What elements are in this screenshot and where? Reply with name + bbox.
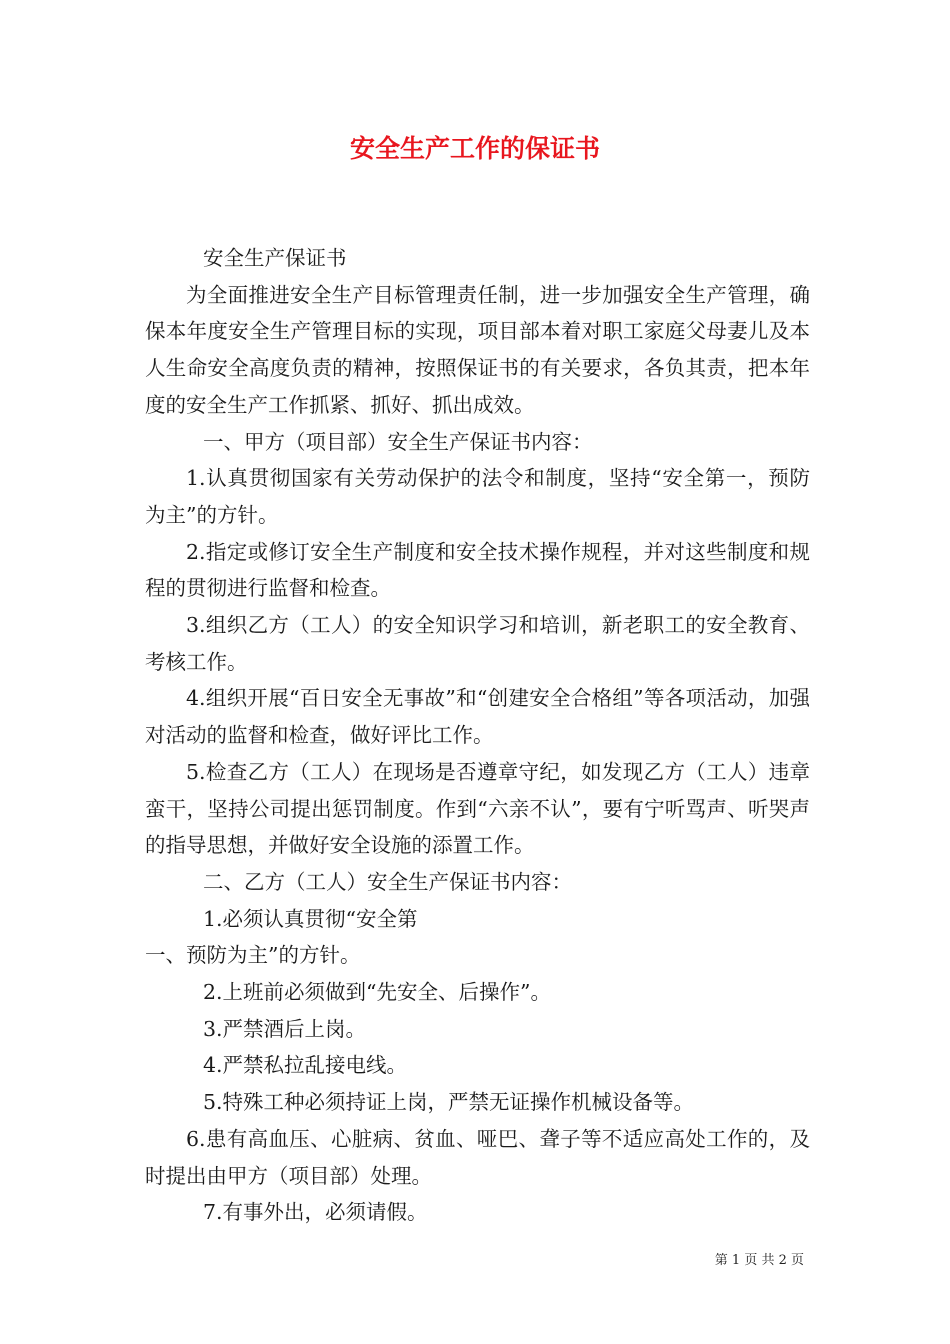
- document-title: 安全生产工作的保证书: [349, 134, 600, 163]
- party-b-item-2: 2.上班前必须做到“先安全、后操作”。: [203, 980, 552, 1005]
- party-b-item-4: 4.严禁私拉乱接电线。: [203, 1053, 408, 1078]
- party-b-item-1-cont: 一、预防为主”的方针。: [145, 943, 361, 968]
- party-a-item-5: 5.检查乙方（工人）在现场是否遵章守纪，如发现乙方（工人）违章蛮干，坚持公司提出惩罚制度。作到“六亲不认”，要有宁听骂声、听哭声的指导思想，并做好安全设施的添置工作。: [145, 759, 810, 858]
- party-a-item-1: 1.认真贯彻国家有关劳动保护的法令和制度，坚持“安全第一，预防为主”的方针。: [145, 466, 810, 527]
- party-b-item-5: 5.特殊工种必须持证上岗，严禁无证操作机械设备等。: [203, 1090, 695, 1115]
- party-b-heading: 二、乙方（工人）安全生产保证书内容：: [203, 869, 572, 894]
- party-a-item-4: 4.组织开展“百日安全无事故”和“创建安全合格组”等各项活动，加强对活动的监督和检查，做好评比工作。: [145, 686, 810, 748]
- party-a-heading: 一、甲方（项目部）安全生产保证书内容：: [203, 429, 593, 454]
- party-a-item-3: 3.组织乙方（工人）的安全知识学习和培训，新老职工的安全教育、考核工作。: [145, 613, 810, 674]
- document-body: [145, 240, 810, 1231]
- intro-paragraph: 为全面推进安全生产目标管理责任制，进一步加强安全生产管理，确保本年度安全生产管理目标的实现，项目部本着对职工家庭父母妻儿及本人生命安全高度负责的精神，按照保证书的有关要求，各负其责，把本年度的安全生产工作抓紧、抓好、抓出成效。: [145, 282, 810, 417]
- party-b-item-7: 7.有事外出，必须请假。: [203, 1200, 428, 1225]
- party-b-item-1: 1.必须认真贯彻“安全第: [203, 906, 418, 931]
- page-footer: 第 1 页 共 2 页: [714, 1253, 804, 1268]
- section-heading: 安全生产保证书: [203, 246, 347, 270]
- party-b-item-3: 3.严禁酒后上岗。: [203, 1016, 367, 1041]
- party-b-item-6: 6.患有高血压、心脏病、贫血、哑巴、聋子等不适应高处工作的，及时提出由甲方（项目部）处理。: [145, 1126, 810, 1188]
- party-a-item-2: 2.指定或修订安全生产制度和安全技术操作规程，并对这些制度和规程的贯彻进行监督和检查。: [145, 539, 810, 601]
